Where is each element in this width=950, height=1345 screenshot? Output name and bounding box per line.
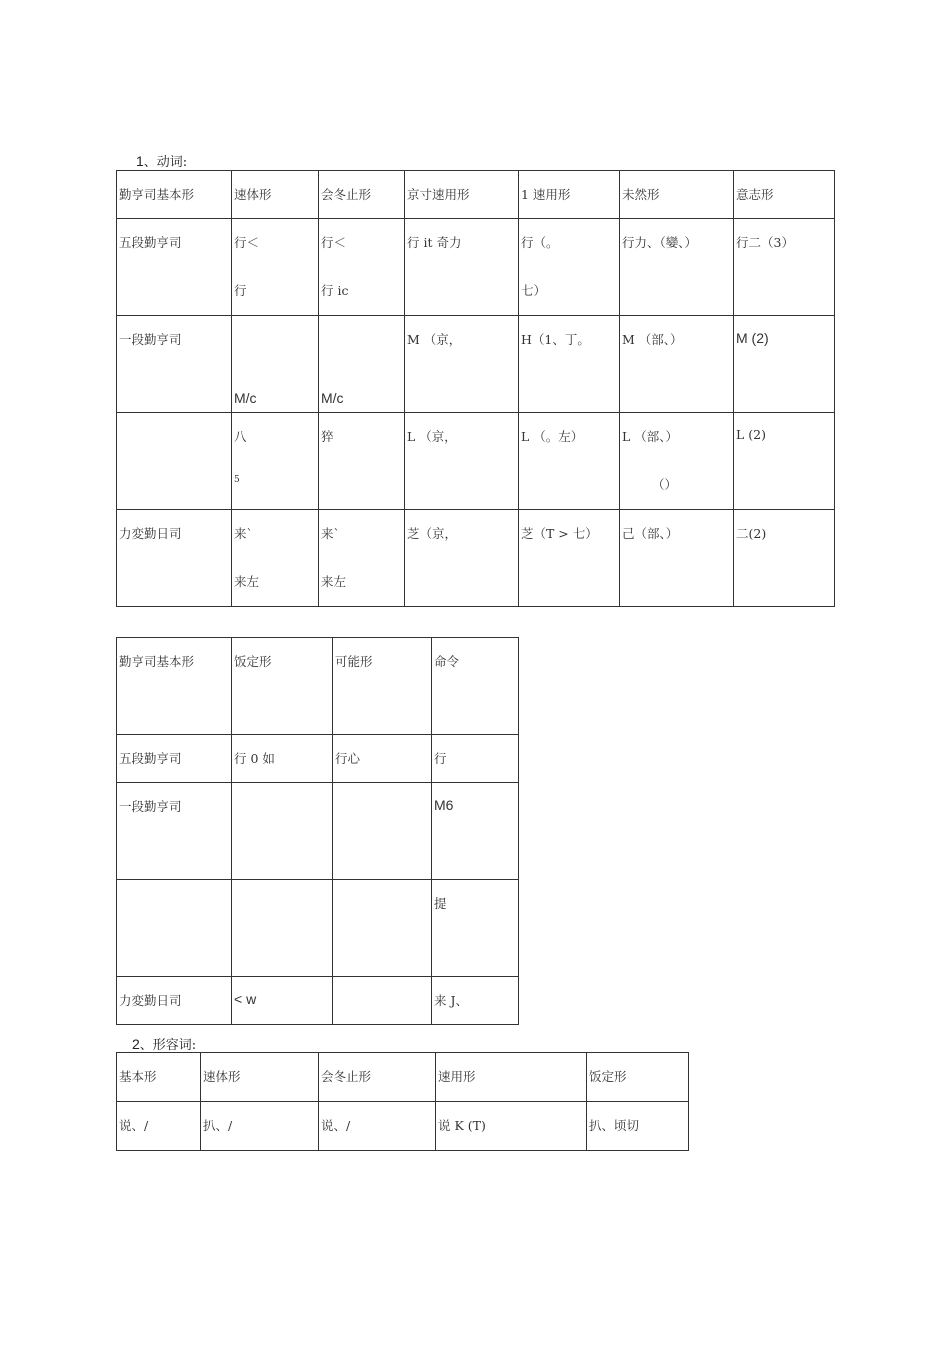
table-cell: 行 [432,735,519,783]
section-2-heading [132,1034,196,1053]
table-cell [333,783,432,880]
row-label: 一段勤亨司 [117,316,232,413]
table-cell: M （部、） [620,316,734,413]
table-cell: L (2) [734,413,835,510]
table-cell: M (2) [734,316,835,413]
header-cell: 饭定形 [232,638,333,735]
table-cell: L （部、） （） [620,413,734,510]
table-cell: H（1、丁。 [519,316,620,413]
table-row [117,510,835,607]
table-cell: 提 [432,880,519,977]
table-cell: 八 5 [232,413,319,510]
verb-table-1 [116,170,835,607]
table-row [117,219,835,316]
section-1-heading [136,151,187,170]
table-cell: 行（。 七） [519,219,620,316]
table-row [117,1102,689,1151]
header-cell: 饭定形 [587,1053,689,1102]
table-cell: 说、/ [117,1102,201,1151]
table-cell: 扒、/ [201,1102,319,1151]
header-cell: 未然形 [620,171,734,219]
header-cell: 意志形 [734,171,835,219]
row-label [117,413,232,510]
table-cell: M/c [319,316,405,413]
section-2-number: 2 [132,1036,140,1052]
table-cell: 说 K (T) [436,1102,587,1151]
header-cell: 勤亨司基本形 [117,171,232,219]
table-cell: 行心 [333,735,432,783]
header-cell: 会冬止形 [319,171,405,219]
table-cell: 己（部、） [620,510,734,607]
section-1-number: 1 [136,153,144,169]
table-cell: 行力、（孌、） [620,219,734,316]
header-cell: 速体形 [201,1053,319,1102]
header-cell: 可能形 [333,638,432,735]
table-cell: 二(2) [734,510,835,607]
table-cell: 行 it 奇力 [405,219,519,316]
row-label: 五段勤亨司 [117,219,232,316]
verb-table-2 [116,637,519,1025]
header-cell: 速用形 [436,1053,587,1102]
table-cell: L （。左） [519,413,620,510]
header-cell: 勤亨司基本形 [117,638,232,735]
table-row [117,880,519,977]
table-cell [333,977,432,1025]
row-label: 力変勤日司 [117,977,232,1025]
row-label: 五段勤亨司 [117,735,232,783]
table-cell: 行＜ 行 ic [319,219,405,316]
header-cell: 1 速用形 [519,171,620,219]
header-cell: 会冬止形 [319,1053,436,1102]
table-cell: 说、/ [319,1102,436,1151]
section-2-title: 、形容词: [139,1038,197,1053]
table-cell: M6 [432,783,519,880]
row-label: 一段勤亨司 [117,783,232,880]
row-label [117,880,232,977]
table-row [117,413,835,510]
table-cell [333,880,432,977]
header-cell: 基本形 [117,1053,201,1102]
header-cell: 京寸速用形 [405,171,519,219]
table-cell: 来` 来左 [319,510,405,607]
section-1-title: 、动词: [143,155,188,170]
table-cell: 扒、顷切 [587,1102,689,1151]
table-cell: 芝（京， [405,510,519,607]
table-cell: < w [232,977,333,1025]
table-row [117,735,519,783]
header-cell: 命令 [432,638,519,735]
table-cell: M （京， [405,316,519,413]
table-cell [232,783,333,880]
table-cell [232,880,333,977]
table-cell: M/c [232,316,319,413]
table-row [117,316,835,413]
table-cell: 行＜ 行 [232,219,319,316]
table-cell: 猝 [319,413,405,510]
table-cell: 来 J、 [432,977,519,1025]
table-row [117,977,519,1025]
table-row [117,783,519,880]
table-header-row [117,171,835,219]
row-label: 力変勤日司 [117,510,232,607]
table-cell: 来` 来左 [232,510,319,607]
table-header-row [117,1053,689,1102]
table-header-row [117,638,519,735]
table-cell: 行二（3） [734,219,835,316]
table-cell: L （京， [405,413,519,510]
header-cell: 速体形 [232,171,319,219]
table-cell: 行 0 如 [232,735,333,783]
table-cell: 芝（T > 七） [519,510,620,607]
adjective-table [116,1052,689,1151]
